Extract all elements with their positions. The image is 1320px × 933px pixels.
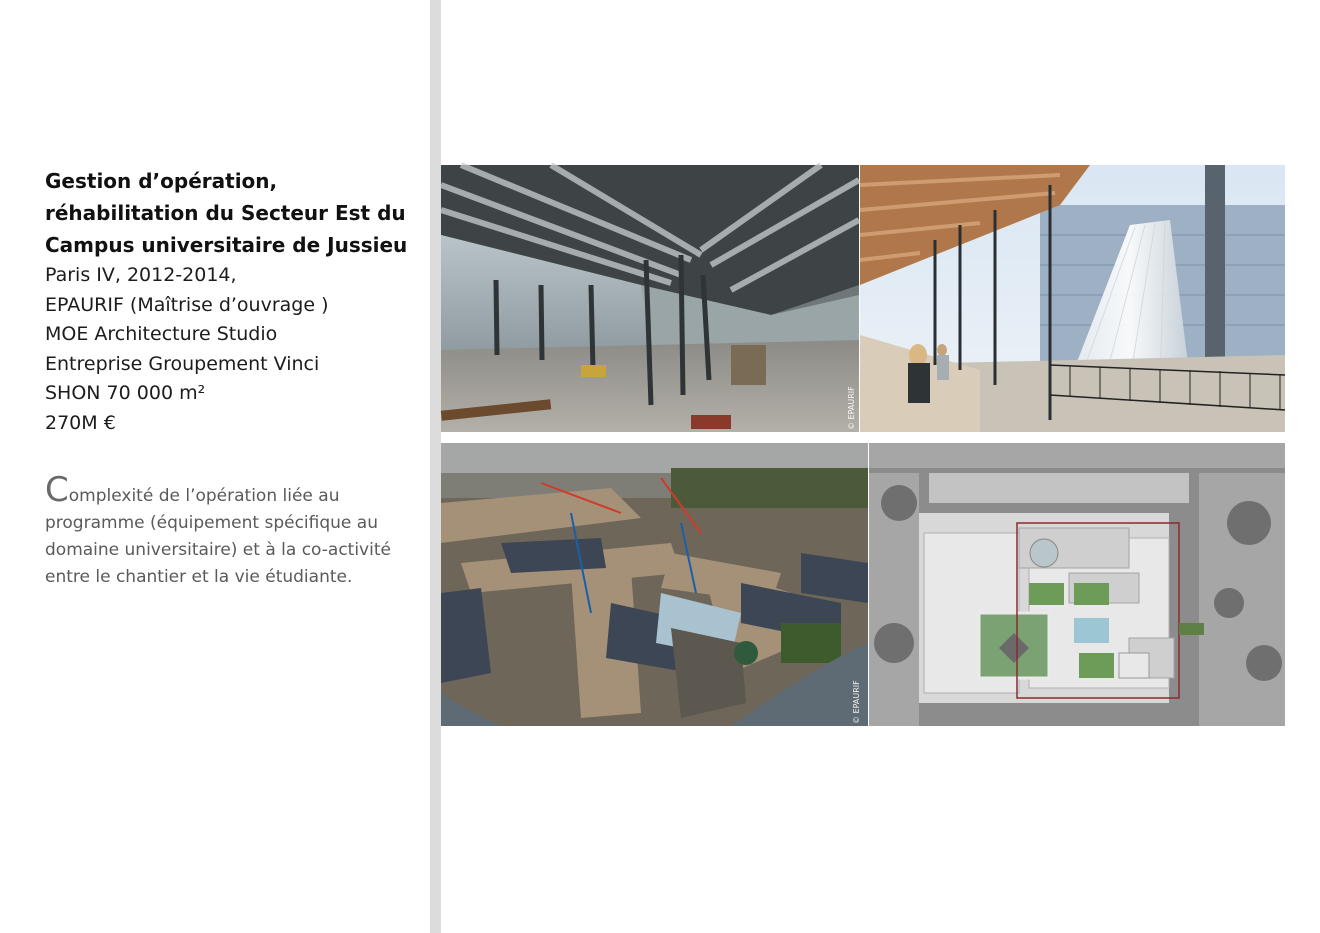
photo-credit: © EPAURIF xyxy=(847,386,856,430)
photo-credit: © EPAURIF xyxy=(852,680,861,724)
title-line-3: Campus universitaire de Jussieu xyxy=(45,233,408,257)
detail-client: EPAURIF (Maîtrise d’ouvrage ) xyxy=(45,293,329,316)
project-title xyxy=(45,165,415,261)
description-dropcap: C xyxy=(45,470,69,510)
photo-site-plan xyxy=(869,443,1285,726)
column-divider xyxy=(430,0,441,933)
project-description xyxy=(45,470,415,591)
detail-area: SHON 70 000 m² xyxy=(45,382,206,404)
detail-architect: MOE Architecture Studio xyxy=(45,323,278,345)
project-details xyxy=(45,261,415,438)
project-text-column xyxy=(45,165,415,591)
detail-contractor: Entreprise Groupement Vinci xyxy=(45,352,320,375)
title-line-2: réhabilitation du Secteur Est du xyxy=(45,201,406,225)
photo-construction-interior xyxy=(441,165,859,432)
detail-location-dates: Paris IV, 2012-2014, xyxy=(45,264,237,286)
description-text: omplexité de l’opération liée au programme (équipement spécifique au domaine universitaire) et à la co-activité entre le chantier et la vie étudiante. xyxy=(45,486,391,587)
detail-budget: 270M € xyxy=(45,411,116,434)
photo-aerial-campus xyxy=(441,443,868,726)
photo-rendering-walkway xyxy=(847,165,1285,432)
title-line-1: Gestion d’opération, xyxy=(45,169,278,193)
